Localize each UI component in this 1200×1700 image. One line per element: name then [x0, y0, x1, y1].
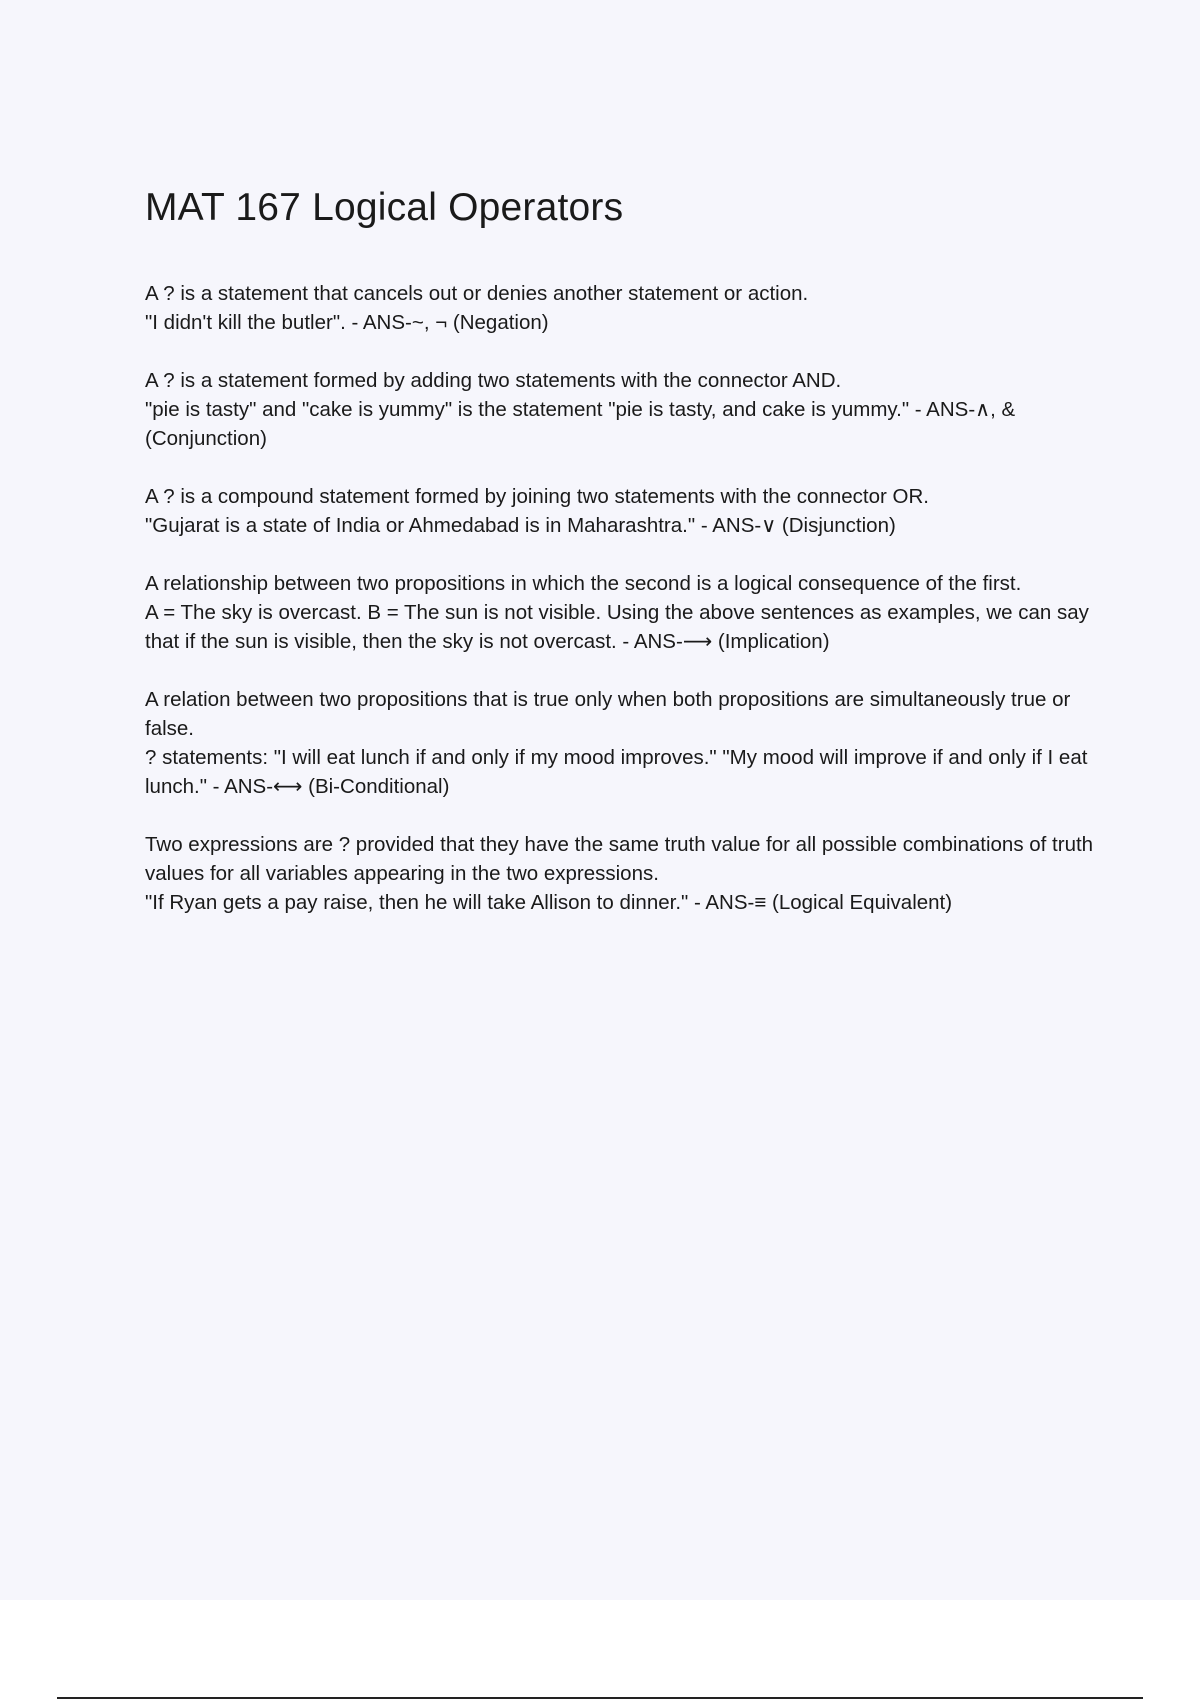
qa-question: A ? is a statement that cancels out or denies another statement or action. — [145, 282, 809, 305]
qa-entry-disjunction — [145, 482, 1095, 540]
qa-entry-negation — [145, 279, 1095, 337]
qa-answer: "If Ryan gets a pay raise, then he will take Allison to dinner." - ANS-≡ (Logical Equivalent) — [145, 891, 953, 914]
qa-answer: "pie is tasty" and "cake is yummy" is the statement "pie is tasty, and cake is yummy." - ANS-∧, & (Conjunction) — [145, 398, 1016, 450]
qa-question: Two expressions are ? provided that they have the same truth value for all possible combinations of truth values for all variables appearing in the two expressions. — [145, 833, 1094, 885]
qa-question: A relation between two propositions that is true only when both propositions are simultaneously true or false. — [145, 688, 1071, 740]
qa-question: A ? is a statement formed by adding two statements with the connector AND. — [145, 369, 842, 392]
qa-entry-implication — [145, 569, 1095, 656]
qa-answer: A = The sky is overcast. B = The sun is not visible. Using the above sentences as examples, we can say that if the sun is visible, then the sky is not overcast. - ANS-⟶ (Implication) — [145, 601, 1089, 653]
page-title: MAT 167 Logical Operators — [145, 186, 624, 229]
qa-question: A relationship between two propositions in which the second is a logical consequence of the first. — [145, 572, 1022, 595]
qa-answer: ? statements: "I will eat lunch if and only if my mood improves." "My mood will improve if and only if I eat lunch." - ANS-⟷ (Bi-Conditional) — [145, 746, 1088, 798]
qa-entry-conjunction — [145, 366, 1095, 453]
qa-entry-biconditional — [145, 685, 1095, 801]
qa-answer: "I didn't kill the butler". - ANS-~, ¬ (Negation) — [145, 311, 549, 334]
qa-answer: "Gujarat is a state of India or Ahmedabad is in Maharashtra." - ANS-∨ (Disjunction) — [145, 514, 896, 537]
footer-divider — [57, 1697, 1143, 1699]
document-content — [145, 183, 1095, 946]
qa-question: A ? is a compound statement formed by joining two statements with the connector OR. — [145, 485, 929, 508]
qa-entry-logical-equivalent — [145, 830, 1095, 917]
